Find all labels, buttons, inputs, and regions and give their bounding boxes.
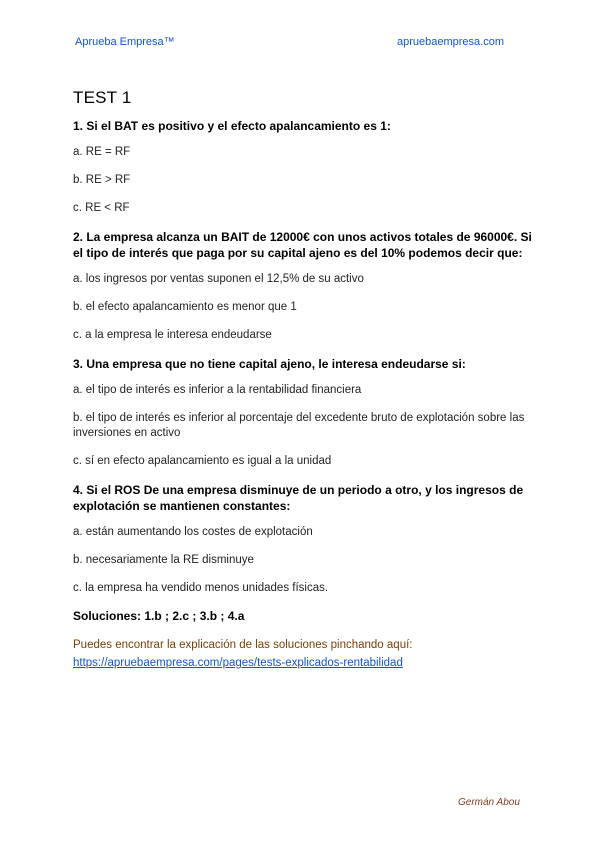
question-3: [73, 356, 533, 469]
option-b: b. el tipo de interés es inferior al porcentaje del excedente bruto de explotación sobre las inversiones en activo: [73, 412, 525, 439]
document-body: [73, 88, 533, 671]
test-title: TEST 1: [73, 88, 132, 107]
footer-author: Germán Abou: [458, 797, 520, 808]
question-text: 1. Si el BAT es positivo y el efecto apalancamiento es 1:: [73, 119, 391, 133]
question-1: [73, 118, 533, 216]
header-site-link[interactable]: apruebaempresa.com: [397, 36, 505, 48]
question-2: [73, 229, 533, 343]
option-a: a. están aumentando los costes de explotación: [73, 526, 313, 538]
option-c: c. la empresa ha vendido menos unidades físicas.: [73, 582, 329, 594]
option-a: a. el tipo de interés es inferior a la rentabilidad financiera: [73, 384, 362, 396]
option-b: b. necesariamente la RE disminuye: [73, 554, 254, 566]
question-text: 4. Si el ROS De una empresa disminuye de un periodo a otro, y los ingresos de explotación se mantienen constantes:: [73, 483, 524, 513]
option-c: c. sí en efecto apalancamiento es igual a la unidad: [73, 455, 332, 467]
option-c: c. a la empresa le interesa endeudarse: [73, 329, 272, 341]
option-a: a. RE = RF: [73, 146, 131, 158]
header-brand: Aprueba Empresa™: [75, 36, 175, 48]
question-4: [73, 482, 533, 596]
explanation-text: Puedes encontrar la explicación de las soluciones pinchando aquí:: [73, 639, 413, 651]
explanation-link[interactable]: https://apruebaempresa.com/pages/tests-explicados-rentabilidad: [73, 657, 403, 669]
question-text: 2. La empresa alcanza un BAIT de 12000€ con unos activos totales de 96000€. Si el tipo de interés que paga por su capital ajeno es del 10% podemos decir que:: [73, 230, 532, 260]
solutions-line: Soluciones: 1.b ; 2.c ; 3.b ; 4.a: [73, 609, 245, 623]
question-text: 3. Una empresa que no tiene capital ajeno, le interesa endeudarse si:: [73, 357, 466, 371]
option-a: a. los ingresos por ventas suponen el 12,5% de su activo: [73, 273, 364, 285]
option-c: c. RE < RF: [73, 202, 130, 214]
option-b: b. RE > RF: [73, 174, 131, 186]
option-b: b. el efecto apalancamiento es menor que 1: [73, 301, 297, 313]
